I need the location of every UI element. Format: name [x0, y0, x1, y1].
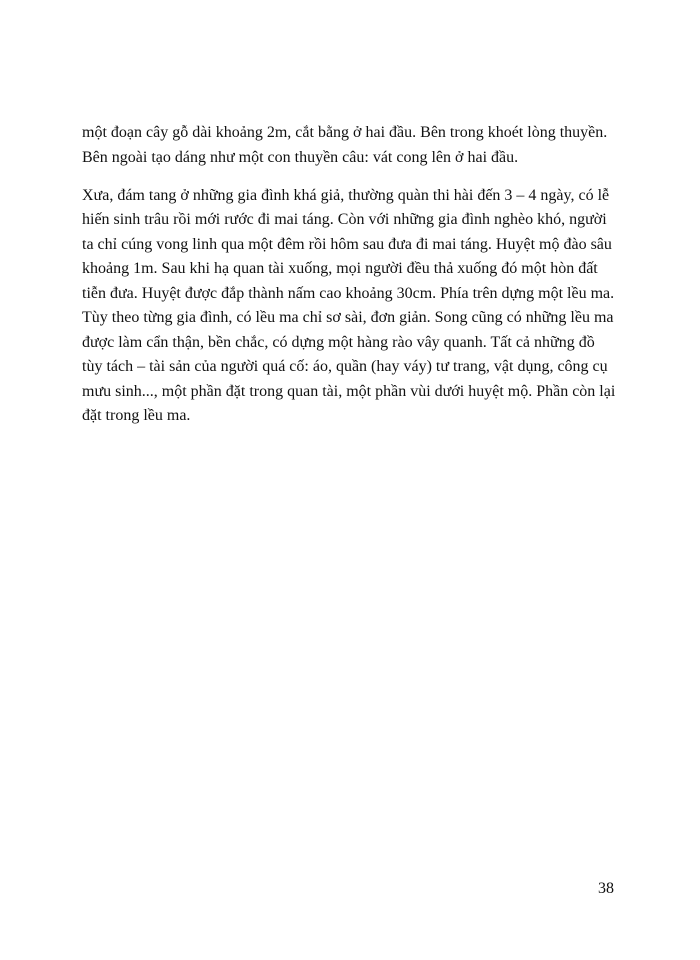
text-line: Xưa, đám tang ở những gia đình khá giả, thường quàn thi hài đến 3 – 4 ngày, có lễ	[82, 187, 610, 204]
text-line: Tùy theo từng gia đình, có lều ma chỉ sơ sài, đơn giản. Song cũng có những lều ma	[82, 309, 614, 326]
text-line: đặt trong lều ma.	[82, 407, 191, 424]
text-line: mưu sinh..., một phần đặt trong quan tài, một phần vùi dưới huyệt mộ. Phần còn lại	[82, 383, 616, 400]
text-line: hiến sinh trâu rồi mới rước đi mai táng. Còn với những gia đình nghèo khó, người	[82, 211, 607, 228]
page-number: 38	[598, 880, 614, 897]
text-line: một đoạn cây gỗ dài khoảng 2m, cắt bằng ở hai đầu. Bên trong khoét lòng thuyền.	[82, 124, 608, 141]
text-line: Bên ngoài tạo dáng như một con thuyền câu: vát cong lên ở hai đầu.	[82, 149, 519, 166]
text-line: ta chỉ cúng vong linh qua một đêm rồi hôm sau đưa đi mai táng. Huyệt mộ đào sâu	[82, 236, 612, 253]
text-line: tùy tách – tài sản của người quá cố: áo, quần (hay váy) tư trang, vật dụng, công cụ	[82, 358, 608, 375]
text-line: được làm cẩn thận, bền chắc, có dựng một hàng rào vây quanh. Tất cả những đồ	[82, 334, 595, 351]
text-line: khoảng 1m. Sau khi hạ quan tài xuống, mọi người đều thả xuống đó một hòn đất	[82, 260, 598, 277]
text-line: tiễn đưa. Huyệt được đắp thành nấm cao khoảng 30cm. Phía trên dựng một lều ma.	[82, 285, 615, 302]
